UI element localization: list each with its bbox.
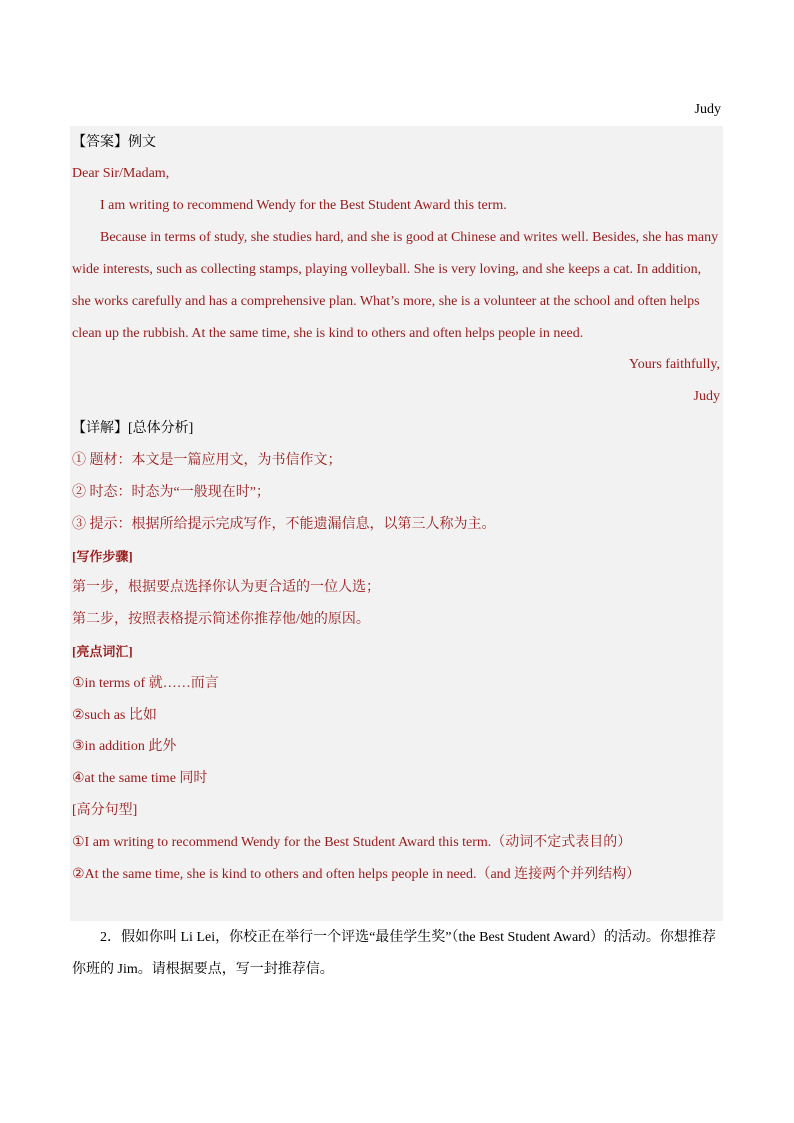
letter-paragraph-2-line-2: wide interests, such as collecting stamps, playing volleyball. She is very loving, and she keeps a cat. In addition,: [72, 262, 702, 277]
answer-heading: 【答案】例文: [72, 135, 156, 150]
letter-signature: Judy: [693, 389, 720, 404]
question-2-line-2: 你班的 Jim。请根据要点，写一封推荐信。: [72, 962, 334, 977]
step-1: 第一步，根据要点选择你认为更合适的一位人选；: [72, 580, 380, 595]
sentence-1: ①I am writing to recommend Wendy for the Best Student Award this term.（动词不定式表目的）: [72, 835, 632, 850]
vocab-item-4: ④at the same time 同时: [72, 771, 208, 786]
step-2: 第二步，按照表格提示简述你推荐他/她的原因。: [72, 612, 370, 627]
vocab-heading: [亮点词汇]: [72, 644, 133, 659]
header-signature: Judy: [694, 102, 721, 117]
letter-paragraph-1: I am writing to recommend Wendy for the Best Student Award this term.: [100, 198, 507, 213]
letter-paragraph-2-line-1: Because in terms of study, she studies hard, and she is good at Chinese and writes well. Besides, she has many: [100, 230, 719, 245]
vocab-item-3: ③in addition 此外: [72, 739, 177, 754]
letter-closing: Yours faithfully,: [628, 357, 720, 372]
question-2-line-1: 2．假如你叫 Li Lei，你校正在举行一个评选“最佳学生奖”（the Best Student Award）的活动。你想推荐: [100, 930, 716, 945]
vocab-item-2: ②such as 比如: [72, 708, 157, 723]
analysis-point-3: ③ 提示：根据所给提示完成写作，不能遗漏信息，以第三人称为主。: [72, 517, 496, 532]
analysis-heading: 【详解】[总体分析]: [72, 421, 194, 436]
vocab-item-1: ①in terms of 就……而言: [72, 676, 219, 691]
steps-heading: [写作步骤]: [72, 549, 133, 564]
letter-paragraph-2-line-4: clean up the rubbish. At the same time, she is kind to others and often helps people in need.: [72, 326, 584, 341]
letter-paragraph-2-line-3: she works carefully and has a comprehensive plan. What’s more, she is a volunteer at the school and often helps: [72, 294, 700, 309]
analysis-point-1: ① 题材：本文是一篇应用文，为书信作文；: [72, 453, 342, 468]
analysis-point-2: ② 时态：时态为“一般现在时”；: [72, 485, 270, 500]
sentence-2: ②At the same time, she is kind to others and often helps people in need.（and 连接两个并列结构）: [72, 867, 641, 882]
letter-greeting: Dear Sir/Madam,: [72, 166, 170, 181]
sentences-heading: [高分句型]: [72, 803, 138, 818]
